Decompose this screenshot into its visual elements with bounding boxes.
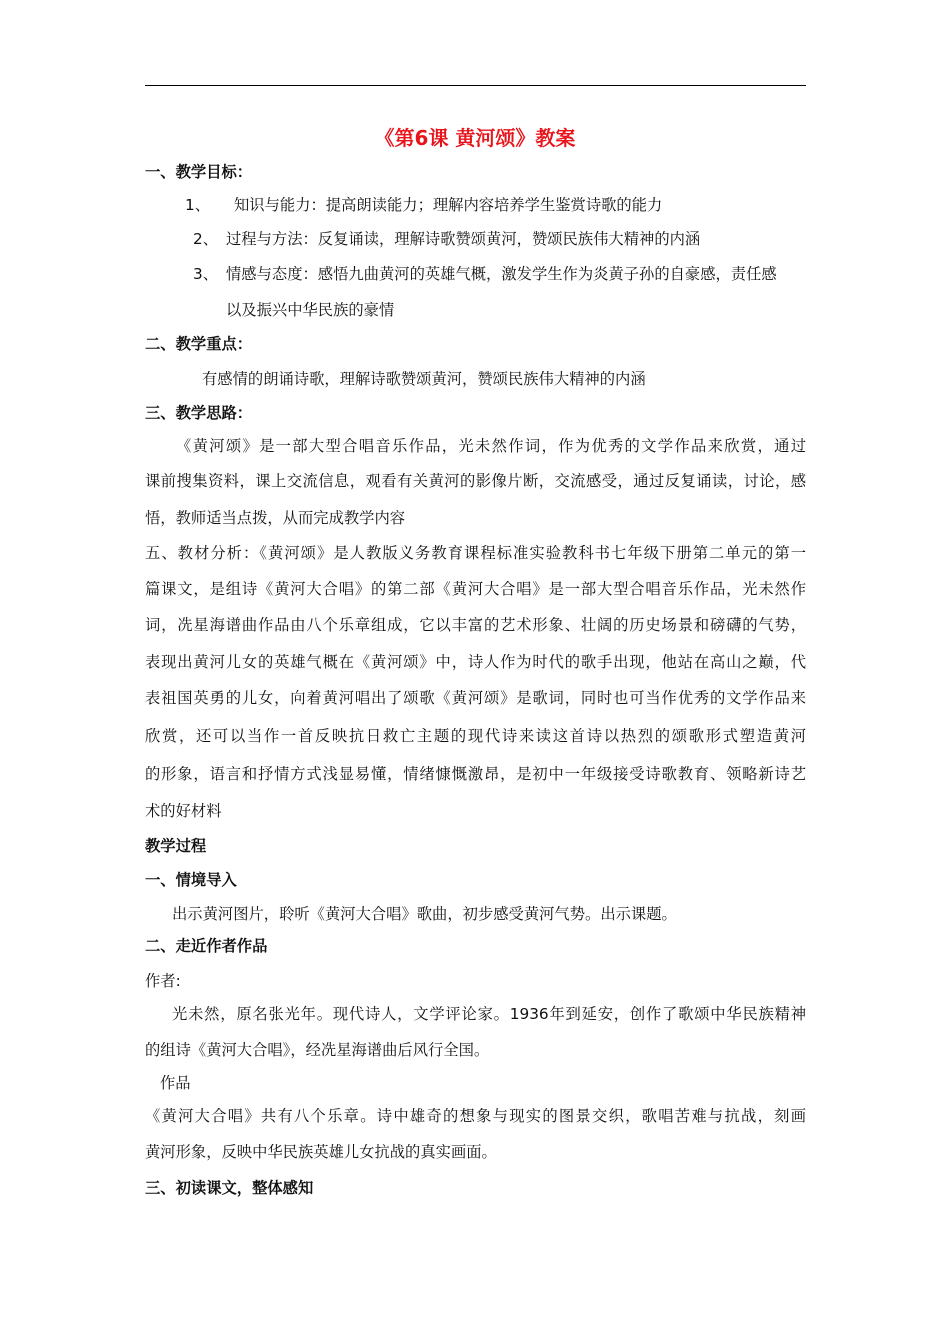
works-line-1: 《黄河大合唱》共有八个乐章。诗中雄奇的想象与现实的图景交织，歌唱苦难与抗战，刻画 xyxy=(145,1107,806,1125)
approach-line-3: 悟，教师适当点拨，从而完成教学内容 xyxy=(145,509,406,527)
objective-3-continued: 以及振兴中华民族的豪情 xyxy=(226,301,395,319)
works-label: 作品 xyxy=(160,1074,191,1092)
objective-3-number: 3、 xyxy=(193,265,219,283)
analysis-line-2: 篇课文，是组诗《黄河大合唱》的第二部《黄河大合唱》是一部大型合唱音乐作品，光未然作 xyxy=(145,580,806,598)
objective-1-number: 1、 xyxy=(185,196,211,214)
approach-line-2: 课前搜集资料，课上交流信息，观看有关黄河的影像片断，交流感受，通过反复诵读，讨论，感 xyxy=(145,472,806,490)
analysis-line-4: 表现出黄河儿女的英雄气概在《黄河颂》中，诗人作为时代的歌手出现，他站在高山之巅，代 xyxy=(145,653,806,671)
document-title: 《第6课 黄河颂》教案 xyxy=(374,126,576,150)
objective-2-text: 过程与方法：反复诵读，理解诗歌赞颂黄河，赞颂民族伟大精神的内涵 xyxy=(226,230,701,248)
analysis-line-6: 欣赏，还可以当作一首反映抗日救亡主题的现代诗来读这首诗以热烈的颂歌形式塑造黄河 xyxy=(145,727,806,745)
section-heading-approach: 三、教学思路： xyxy=(145,404,253,422)
author-label: 作者: xyxy=(145,972,181,990)
analysis-line-7: 的形象，语言和抒情方式浅显易懂，情绪慷慨激昂，是初中一年级接受诗歌教育、领略新诗艺 xyxy=(145,765,806,783)
section-heading-focus: 二、教学重点： xyxy=(145,335,253,353)
analysis-line-1: 五、教材分析：《黄河颂》是人教版义务教育课程标准实验教科书七年级下册第二单元的第一 xyxy=(145,544,806,562)
section-heading-objectives: 一、教学目标： xyxy=(145,163,253,181)
section-heading-process: 教学过程 xyxy=(145,837,207,855)
analysis-line-8: 术的好材料 xyxy=(145,802,222,820)
objective-2-number: 2、 xyxy=(193,230,219,248)
author-line-1: 光未然，原名张光年。现代诗人，文学评论家。1936年到延安，创作了歌颂中华民族精神 xyxy=(172,1005,806,1023)
process-heading-author: 二、走近作者作品 xyxy=(145,937,268,955)
focus-text: 有感情的朗诵诗歌，理解诗歌赞颂黄河，赞颂民族伟大精神的内涵 xyxy=(202,370,646,388)
objective-1-text: 知识与能力：提高朗读能力；理解内容培养学生鉴赏诗歌的能力 xyxy=(234,196,663,214)
intro-text: 出示黄河图片，聆听《黄河大合唱》歌曲，初步感受黄河气势。出示课题。 xyxy=(172,905,677,923)
process-heading-reading: 三、初读课文，整体感知 xyxy=(145,1179,314,1197)
process-heading-intro: 一、情境导入 xyxy=(145,871,237,889)
approach-line-1: 《黄河颂》是一部大型合唱音乐作品，光未然作词，作为优秀的文学作品来欣赏，通过 xyxy=(176,437,806,455)
author-line-2: 的组诗《黄河大合唱》，经冼星海谱曲后风行全国。 xyxy=(145,1041,490,1059)
works-line-2: 黄河形象，反映中华民族英雄儿女抗战的真实画面。 xyxy=(145,1143,497,1161)
analysis-line-5: 表祖国英勇的儿女，向着黄河唱出了颂歌《黄河颂》是歌词，同时也可当作优秀的文学作品来 xyxy=(145,689,806,707)
analysis-line-3: 词，冼星海谱曲作品由八个乐章组成，它以丰富的艺术形象、壮阔的历史场景和磅礴的气势， xyxy=(145,616,806,634)
objective-3-text: 情感与态度：感悟九曲黄河的英雄气概，激发学生作为炎黄子孙的自豪感，责任感 xyxy=(226,265,777,283)
header-rule xyxy=(145,85,806,86)
